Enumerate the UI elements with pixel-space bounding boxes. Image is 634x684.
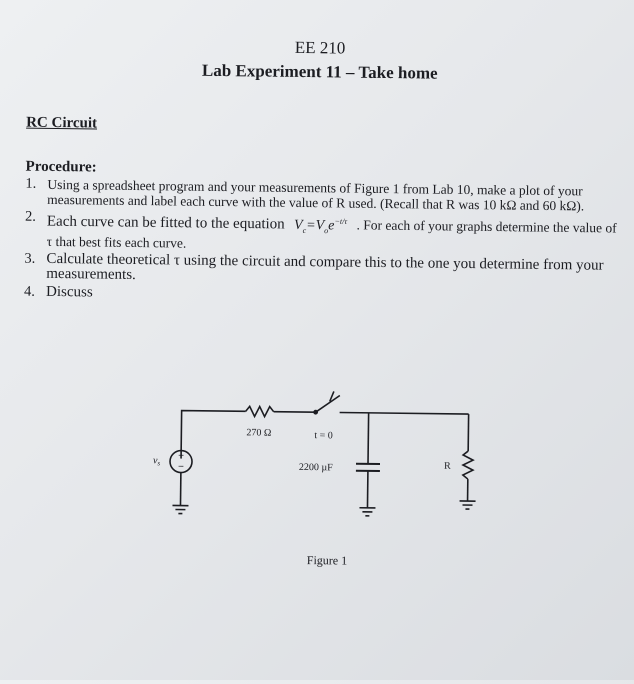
experiment-title: Lab Experiment 11 – Take home [3, 58, 634, 86]
figure-caption: Figure 1 [307, 553, 348, 568]
wire-to-switch [274, 412, 316, 413]
step-number: 2. [25, 210, 47, 250]
step-text: Calculate theoretical τ using the circuit and compare this to the one you determine from your measurements. [46, 252, 616, 289]
procedure-step-2 [25, 210, 617, 257]
wire-top-right [340, 412, 469, 414]
switch-label: t = 0 [314, 430, 333, 441]
load-resistor-symbol [463, 451, 473, 479]
procedure-step-4 [24, 285, 616, 307]
load-resistor-label: R [444, 461, 451, 472]
procedure-heading: Procedure: [25, 159, 96, 177]
procedure-list [24, 177, 618, 311]
procedure-step-1 [25, 177, 617, 214]
capacitor-label: 2200 µF [299, 462, 333, 473]
switch-pivot [314, 411, 317, 414]
step-number: 3. [24, 252, 46, 282]
resistor-symbol [246, 406, 274, 416]
time-constant-equation: $V_c=V_oe^{-t/\tau}$ [294, 218, 347, 234]
source-plus-sign: + [178, 451, 184, 462]
step-text: Each curve can be fitted to the equation $V_c=V_oe^{-t/\tau}$ . For each of your graphs determine the value of τ that best fits each curve. [47, 210, 617, 256]
step-number: 4. [24, 285, 46, 300]
step-text: Discuss [46, 285, 616, 307]
capacitor-lead-top [368, 413, 369, 464]
step-number: 1. [25, 177, 47, 207]
rc-circuit-diagram [142, 383, 484, 537]
ground-symbol-capacitor [359, 508, 375, 516]
course-title: EE 210 [3, 34, 634, 62]
ground-symbol-source [172, 505, 188, 513]
switch-arm [316, 395, 340, 412]
source-minus-sign: − [178, 462, 184, 473]
section-title: RC Circuit [26, 115, 97, 133]
source-label: $v_s$ [153, 455, 161, 467]
step-text: Using a spreadsheet program and your measurements of Figure 1 from Lab 10, make a plot of your measurements and label each curve with the value of R used. (Recall that R was 10 kΩ and 60 kΩ). [47, 177, 617, 214]
ground-symbol-load [459, 501, 475, 509]
wire-top-left [181, 411, 246, 460]
resistor-label: 270 Ω [246, 427, 271, 438]
procedure-step-3 [24, 252, 616, 289]
